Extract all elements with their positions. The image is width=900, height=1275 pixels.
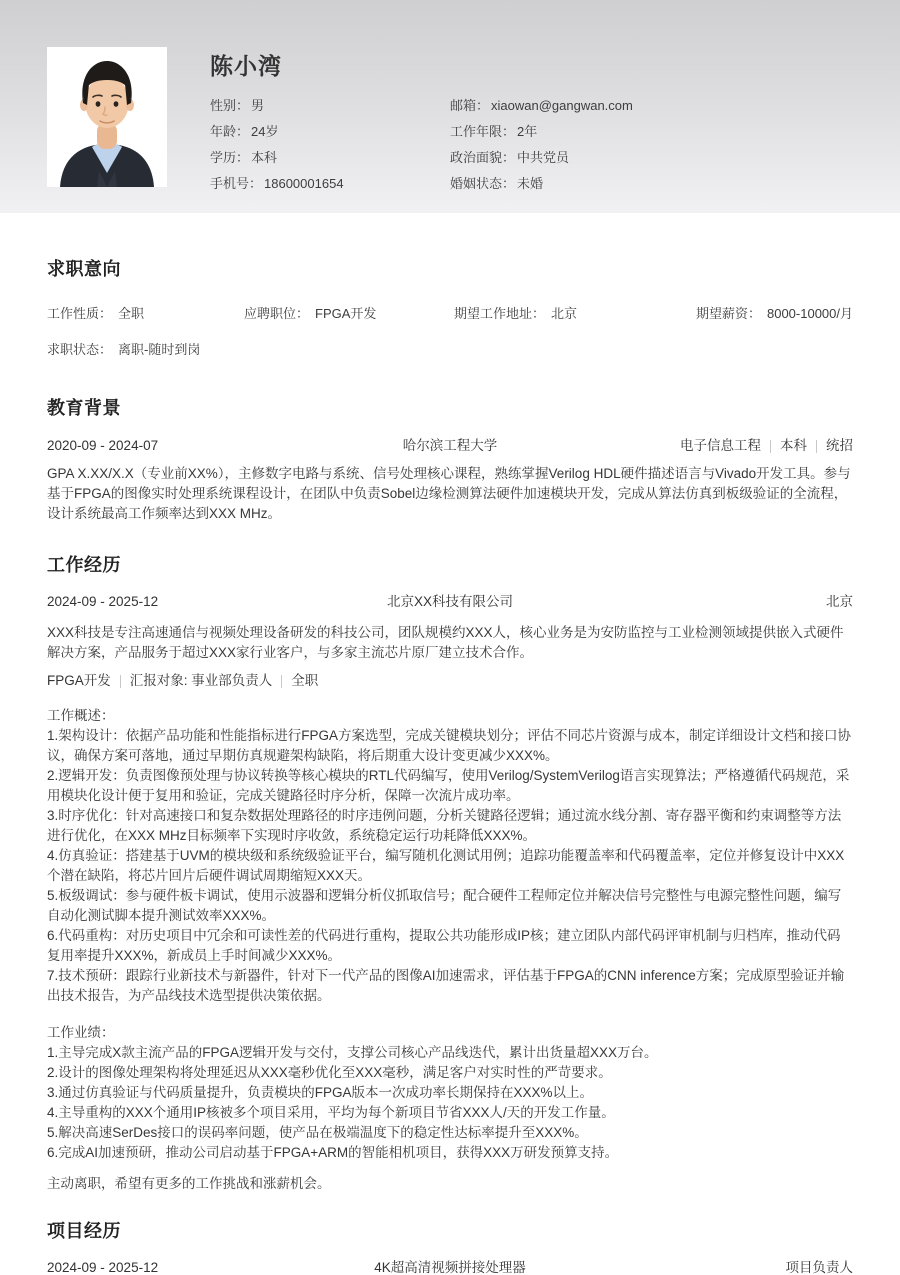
work-position: FPGA开发 bbox=[47, 673, 111, 688]
work-achievement-item: 6.完成AI加速预研，推动公司启动基于FPGA+ARM的智能相机项目，获得XXX万研发预算支持。 bbox=[47, 1145, 619, 1160]
divider bbox=[120, 675, 121, 688]
work-location: 北京 bbox=[826, 594, 853, 609]
company-intro: XXX科技是专注高速通信与视频处理设备研发的科技公司，团队规模约XXX人，核心业务是为安防监控与工业检测领域提供嵌入式硬件解决方案，产品服务于超过XXX家行业客户，与多家主流芯片原厂建立技术合作。 bbox=[47, 625, 844, 660]
field-education-value: 本科 bbox=[251, 150, 278, 165]
header-info bbox=[210, 47, 853, 213]
work-overview-item: 1.架构设计：依据产品功能和性能指标进行FPGA方案选型，完成关键模块划分；评估不同芯片资源与成本，制定详细设计文档和接口协议，确保方案可落地，通过早期仿真规避架构缺陷，将后期重大设计变更减少XXX%。 bbox=[47, 728, 852, 763]
field-work-years-value: 2年 bbox=[517, 124, 538, 139]
field-job-nature bbox=[47, 305, 244, 323]
field-education-label: 学历： bbox=[210, 150, 250, 165]
work-overview-item: 7.技术预研：跟踪行业新技术与新器件，针对下一代产品的图像AI加速需求，评估基于FPGA的CNN inference方案；完成原型验证并输出技术报告，为产品线技术选型提供决策依据。 bbox=[47, 968, 845, 1003]
field-job-status-value: 离职-随时到岗 bbox=[118, 342, 201, 357]
work-achievements bbox=[47, 1023, 853, 1163]
candidate-details bbox=[210, 97, 853, 193]
field-desired-location-label: 期望工作地址： bbox=[454, 306, 546, 321]
project-period: 2024-09 - 2025-12 bbox=[47, 1260, 159, 1275]
candidate-name: 陈小湾 bbox=[210, 53, 282, 79]
field-gender bbox=[210, 97, 450, 115]
education-tags bbox=[591, 437, 853, 455]
section-title-job-intent: 求职意向 bbox=[47, 259, 121, 279]
field-email-value: xiaowan@gangwan.com bbox=[491, 98, 633, 113]
divider bbox=[770, 440, 771, 453]
field-marital-status bbox=[450, 175, 633, 193]
work-report-to: 汇报对象: 事业部负责人 bbox=[129, 673, 273, 688]
work-achievement-item: 3.通过仿真验证与代码质量提升，负责模块的FPGA版本一次成功率长期保持在XXX%以上。 bbox=[47, 1085, 594, 1100]
work-overview-item: 3.时序优化：针对高速接口和复杂数据处理路径的时序违例问题，分析关键路径逻辑；通过流水线分割、寄存器平衡和约束调整等方法进行优化，在XXX MHz目标频率下实现时序收敛，系统稳定运行功耗降低XXX%。 bbox=[47, 808, 842, 843]
work-achievement-item: 1.主导完成X款主流产品的FPGA逻辑开发与交付，支撑公司核心产品线迭代，累计出货量超XXX万台。 bbox=[47, 1045, 658, 1060]
field-work-years-label: 工作年限： bbox=[450, 124, 516, 139]
field-job-nature-value: 全职 bbox=[118, 306, 145, 321]
field-desired-location bbox=[454, 305, 676, 323]
field-desired-salary-value: 8000-10000/月 bbox=[766, 306, 853, 321]
education-description: GPA X.XX/X.X（专业前XX%），主修数字电路与系统、信号处理核心课程，熟练掌握Verilog HDL硬件描述语言与Vivado开发工具。参与基于FPGA的图像实时处理系统课程设计，在团队中负责Sobel边缘检测算法硬件加速模块开发，完成从算法仿真到板级验证的全流程，设计系统最高工作频率达到XXX MHz。 bbox=[47, 466, 851, 521]
field-desired-position-label: 应聘职位： bbox=[244, 306, 310, 321]
work-overview-item: 2.逻辑开发：负责图像预处理与协议转换等核心模块的RTL代码编写，使用Verilog/SystemVerilog语言实现算法；严格遵循代码规范，采用模块化设计便于复用和验证，完成关键路径时序分析，保障一次流片成功率。 bbox=[47, 768, 850, 803]
education-degree: 本科 bbox=[780, 438, 807, 453]
work-achievements-heading: 工作业绩： bbox=[47, 1025, 115, 1040]
field-work-years bbox=[450, 123, 633, 141]
work-overview-item: 6.代码重构：对历史项目中冗余和可读性差的代码进行重构，提取公共功能形成IP核；建立团队内部代码评审机制与归档库，推动代码复用率提升XXX%，新成员上手时间减少XXX%。 bbox=[47, 928, 841, 963]
work-overview-item: 5.板级调试：参与硬件板卡调试，使用示波器和逻辑分析仪抓取信号；配合硬件工程师定位并解决信号完整性与电源完整性问题，编写自动化测试脚本提升测试效率XXX%。 bbox=[47, 888, 842, 923]
field-age-value: 24岁 bbox=[251, 124, 279, 139]
field-phone-label: 手机号： bbox=[210, 176, 263, 191]
position-row bbox=[47, 672, 853, 690]
section-title-education: 教育背景 bbox=[47, 398, 121, 418]
field-desired-salary-label: 期望薪资： bbox=[695, 306, 761, 321]
field-gender-value: 男 bbox=[251, 98, 265, 113]
education-school: 哈尔滨工程大学 bbox=[402, 438, 498, 453]
field-phone-value: 18600001654 bbox=[264, 176, 344, 191]
resume-header bbox=[0, 0, 900, 213]
field-desired-location-value: 北京 bbox=[551, 306, 578, 321]
profile-photo-illustration bbox=[47, 47, 167, 187]
work-period: 2024-09 - 2025-12 bbox=[47, 594, 159, 609]
divider bbox=[281, 675, 282, 688]
field-political-status bbox=[450, 149, 633, 167]
field-age bbox=[210, 123, 450, 141]
education-major: 电子信息工程 bbox=[680, 438, 761, 453]
work-achievement-item: 2.设计的图像处理架构将处理延迟从XXX毫秒优化至XXX毫秒，满足客户对实时性的严苛要求。 bbox=[47, 1065, 612, 1080]
project-role: 项目负责人 bbox=[785, 1260, 853, 1275]
field-desired-position-value: FPGA开发 bbox=[315, 306, 377, 321]
field-gender-label: 性别： bbox=[210, 98, 250, 113]
section-title-work: 工作经历 bbox=[47, 555, 121, 575]
work-job-type: 全职 bbox=[291, 673, 319, 688]
field-education bbox=[210, 149, 450, 167]
work-meta-row bbox=[47, 593, 853, 611]
field-political-status-label: 政治面貌： bbox=[450, 150, 516, 165]
section-title-project: 项目经历 bbox=[47, 1221, 121, 1241]
work-overview-heading: 工作概述： bbox=[47, 708, 115, 723]
work-achievement-item: 5.解决高速SerDes接口的误码率问题，使产品在极端温度下的稳定性达标率提升至XXX%。 bbox=[47, 1125, 588, 1140]
work-overview bbox=[47, 706, 853, 1006]
details-column-right bbox=[450, 97, 633, 193]
field-job-status-label: 求职状态： bbox=[47, 342, 113, 357]
field-desired-salary bbox=[676, 305, 853, 323]
resume-body bbox=[0, 256, 900, 1275]
job-intent-row-1 bbox=[47, 305, 853, 323]
education-meta-row bbox=[47, 437, 853, 455]
work-overview-item: 4.仿真验证：搭建基于UVM的模块级和系统级验证平台，编写随机化测试用例；追踪功能覆盖率和代码覆盖率，定位并修复设计中XXX个潜在缺陷，将芯片回片后硬件调试周期缩短XXX天。 bbox=[47, 848, 845, 883]
work-achievement-item: 4.主导重构的XXX个通用IP核被多个项目采用，平均为每个新项目节省XXX人/天的开发工作量。 bbox=[47, 1105, 615, 1120]
field-marital-status-value: 未婚 bbox=[517, 176, 544, 191]
field-job-nature-label: 工作性质： bbox=[47, 306, 113, 321]
divider bbox=[816, 440, 817, 453]
leave-note: 主动离职，希望有更多的工作挑战和涨薪机会。 bbox=[47, 1176, 331, 1191]
job-intent-row-2 bbox=[47, 341, 853, 359]
profile-photo bbox=[47, 47, 167, 187]
education-admission-type: 统招 bbox=[826, 438, 853, 453]
work-company: 北京XX科技有限公司 bbox=[386, 594, 513, 609]
field-desired-position bbox=[244, 305, 454, 323]
field-political-status-value: 中共党员 bbox=[517, 150, 570, 165]
education-period: 2020-09 - 2024-07 bbox=[47, 438, 159, 453]
field-marital-status-label: 婚姻状态： bbox=[450, 176, 516, 191]
field-phone bbox=[210, 175, 450, 193]
details-column-left bbox=[210, 97, 450, 193]
field-email-label: 邮箱： bbox=[450, 98, 490, 113]
field-email bbox=[450, 97, 633, 115]
project-meta-row bbox=[47, 1259, 853, 1275]
field-age-label: 年龄： bbox=[210, 124, 250, 139]
project-name: 4K超高清视频拼接处理器 bbox=[374, 1260, 526, 1275]
